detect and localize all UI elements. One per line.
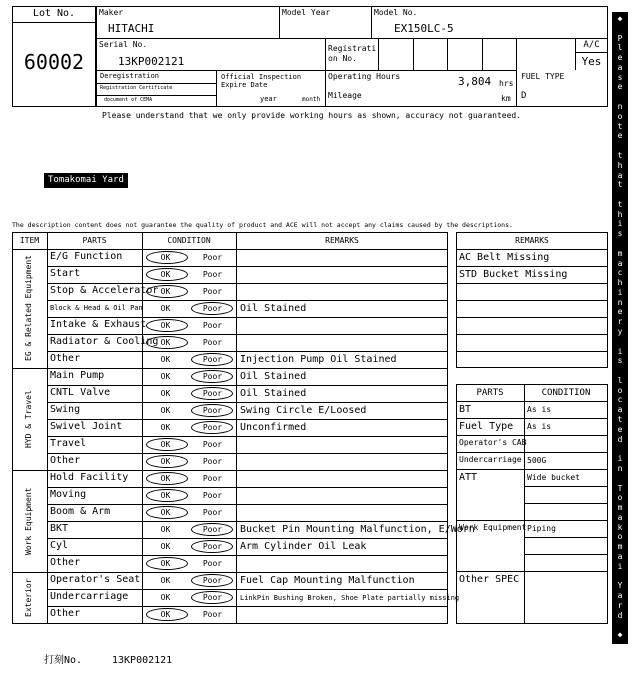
ok-option: OK: [160, 525, 171, 534]
month-label: month: [302, 96, 321, 103]
deregistration-label: Deregistration: [100, 72, 160, 80]
poor-option: Poor: [202, 406, 223, 415]
part-label: Intake & Exhaust: [50, 319, 147, 330]
selected-condition-oval: [191, 370, 233, 383]
ok-option: OK: [160, 338, 171, 347]
part-label: Radiator & Cooling: [50, 336, 159, 347]
poor-option: Poor: [202, 474, 223, 483]
right-condition-value: 500G: [527, 456, 547, 465]
right-part-divider: [524, 537, 608, 538]
sidebar-char: e: [617, 307, 623, 317]
sidebar-char: r: [617, 317, 623, 327]
ok-option: OK: [160, 542, 171, 551]
ok-option: OK: [160, 559, 171, 568]
hours-note: Please understand that we only provide working hours as shown, accuracy not guaranteed.: [102, 111, 522, 120]
part-label: CNTL Valve: [50, 387, 111, 398]
sidebar-char: P: [617, 33, 623, 43]
ok-option: OK: [160, 253, 171, 262]
sidebar-char: s: [617, 72, 623, 82]
registration-certificate-label: Registration Certificate: [100, 85, 173, 91]
part-label: Main Pump: [50, 370, 105, 381]
sidebar-char: c: [617, 395, 623, 405]
sidebar-char: e: [617, 131, 623, 141]
ok-option: OK: [160, 593, 171, 602]
sidebar-char: e: [617, 53, 623, 63]
ok-option: OK: [160, 287, 171, 296]
sidebar-char: a: [617, 170, 623, 180]
ok-option: OK: [160, 576, 171, 585]
row-divider: [47, 283, 448, 284]
sidebar-char: i: [617, 219, 623, 229]
selected-condition-oval: [191, 540, 233, 553]
poor-option: Poor: [202, 321, 223, 330]
row-divider: [12, 470, 448, 471]
right-remark-line: AC Belt Missing: [459, 252, 550, 263]
sidebar-char: o: [617, 532, 623, 542]
row-divider: [47, 504, 448, 505]
right-remark-divider: [456, 351, 608, 352]
remark-text: Oil Stained: [240, 371, 307, 382]
poor-option: Poor: [202, 440, 223, 449]
right-remark-divider: [456, 283, 608, 284]
part-label: Cyl: [50, 540, 69, 551]
maker-value: HITACHI: [108, 22, 155, 35]
part-label: Other: [50, 557, 81, 568]
ac-value: Yes: [581, 55, 602, 68]
selected-condition-oval: [146, 251, 188, 264]
sidebar-char: n: [617, 297, 623, 307]
sidebar-char: c: [617, 268, 623, 278]
sidebar-char: a: [617, 62, 623, 72]
remark-text: Fuel Cap Mounting Malfunction: [240, 575, 415, 586]
remark-text: Oil Stained: [240, 303, 307, 314]
parts-header: PARTS: [82, 236, 107, 245]
poor-option: Poor: [202, 270, 223, 279]
ok-option: OK: [160, 406, 171, 415]
poor-option: Poor: [202, 287, 223, 296]
sidebar-char: n: [617, 102, 623, 112]
part-label: Boom & Arm: [50, 506, 111, 517]
sidebar-char: l: [617, 375, 623, 385]
remark-text: Oil Stained: [240, 388, 307, 399]
selected-condition-oval: [146, 319, 188, 332]
selected-condition-oval: [146, 268, 188, 281]
row-divider: [47, 419, 448, 420]
sidebar-char: h: [617, 278, 623, 288]
selected-condition-oval: [146, 438, 188, 451]
selected-condition-oval: [146, 285, 188, 298]
poor-option: Poor: [202, 576, 223, 585]
sidebar-char: o: [617, 385, 623, 395]
row-divider: [47, 334, 448, 335]
model-no-value: EX150LC-5: [394, 22, 454, 35]
right-parts-header: PARTS: [476, 388, 504, 398]
right-part-label: ATT: [459, 472, 478, 483]
ok-option: OK: [160, 508, 171, 517]
sidebar-char: i: [617, 561, 623, 571]
part-label: Hold Facility: [50, 472, 129, 483]
location-sidebar: [612, 12, 628, 644]
row-divider: [47, 521, 448, 522]
part-label: BKT: [50, 523, 69, 534]
poor-option: Poor: [202, 593, 223, 602]
right-remark-line: STD Bucket Missing: [459, 269, 568, 280]
right-condition-value: As is: [527, 405, 552, 414]
part-label: Block & Head & Oil Pan: [50, 304, 143, 312]
sidebar-char: t: [617, 150, 623, 160]
ok-option: OK: [160, 372, 171, 381]
poor-option: Poor: [202, 525, 223, 534]
selected-condition-oval: [146, 472, 188, 485]
selected-condition-oval: [191, 421, 233, 434]
poor-option: Poor: [202, 372, 223, 381]
part-label: Other: [50, 353, 81, 364]
part-label: Swivel Joint: [50, 421, 123, 432]
row-divider: [47, 589, 448, 590]
right-condition-header: CONDITION: [541, 388, 591, 398]
ok-option: OK: [160, 440, 171, 449]
sidebar-char: T: [617, 483, 623, 493]
row-divider: [47, 317, 448, 318]
selected-condition-oval: [191, 302, 233, 315]
right-part-divider: [524, 486, 608, 487]
sidebar-char: s: [617, 356, 623, 366]
ok-option: OK: [160, 355, 171, 364]
right-remark-divider: [456, 317, 608, 318]
selected-condition-oval: [191, 353, 233, 366]
part-label: Operator's Seat: [50, 574, 141, 585]
right-remark-divider: [456, 300, 608, 301]
right-part-divider: [524, 554, 608, 555]
right-part-divider: [456, 520, 608, 521]
stamp-no: 13KP002121: [112, 655, 173, 666]
sidebar-char: t: [617, 199, 623, 209]
sidebar-char: y: [617, 327, 623, 336]
right-condition-value: Piping: [527, 524, 556, 533]
row-divider: [47, 385, 448, 386]
item-header: ITEM: [19, 236, 40, 245]
ok-option: OK: [160, 270, 171, 279]
sidebar-char: a: [617, 591, 623, 601]
group-label: EG & Related Equipment: [24, 255, 33, 362]
poor-option: Poor: [202, 423, 223, 432]
remark-text: Injection Pump Oil Stained: [240, 354, 397, 365]
row-divider: [47, 351, 448, 352]
lot-no-label: Lot No.: [32, 8, 76, 19]
right-part-divider: [456, 418, 608, 419]
poor-option: Poor: [202, 389, 223, 398]
poor-option: Poor: [202, 253, 223, 262]
ok-option: OK: [160, 423, 171, 432]
part-label: Moving: [50, 489, 87, 500]
poor-option: Poor: [202, 559, 223, 568]
serial-no-label: Serial No.: [99, 40, 148, 49]
remark-text: Arm Cylinder Oil Leak: [240, 541, 367, 552]
remark-text: LinkPin Bushing Broken, Shoe Plate partially missing: [240, 594, 460, 602]
part-label: Other: [50, 455, 81, 466]
sidebar-char: h: [617, 209, 623, 219]
selected-condition-oval: [191, 404, 233, 417]
sidebar-char: m: [617, 503, 623, 513]
sidebar-char: a: [617, 512, 623, 522]
row-divider: [47, 538, 448, 539]
sidebar-char: ◆: [617, 630, 623, 640]
ok-option: OK: [160, 321, 171, 330]
fuel-type-label: FUEL TYPE: [521, 72, 565, 81]
poor-option: Poor: [202, 508, 223, 517]
poor-option: Poor: [202, 338, 223, 347]
ok-option: OK: [160, 491, 171, 500]
selected-condition-oval: [191, 523, 233, 536]
right-part-label: Operator's CAB: [459, 438, 527, 447]
right-part-divider: [456, 452, 608, 453]
year-label: year: [260, 95, 277, 103]
sidebar-char: m: [617, 248, 623, 258]
selected-condition-oval: [191, 591, 233, 604]
ac-label: A/C: [583, 40, 600, 50]
sidebar-char: a: [617, 258, 623, 268]
mileage-label: Mileage: [328, 91, 362, 100]
row-divider: [47, 487, 448, 488]
lot-no: 60002: [23, 50, 85, 74]
sidebar-char: e: [617, 82, 623, 92]
row-divider: [47, 402, 448, 403]
row-divider: [47, 555, 448, 556]
remarks-header: REMARKS: [325, 236, 359, 245]
selected-condition-oval: [146, 557, 188, 570]
row-divider: [47, 300, 448, 301]
poor-option: Poor: [202, 355, 223, 364]
operating-hours-label: Operating Hours: [328, 72, 401, 81]
right-condition-value: Wide bucket: [527, 473, 580, 482]
sidebar-char: i: [617, 454, 623, 464]
right-part-label: Other SPEC: [459, 574, 520, 585]
row-divider: [12, 368, 448, 369]
selected-condition-oval: [191, 574, 233, 587]
sidebar-char: o: [617, 493, 623, 503]
sidebar-char: m: [617, 542, 623, 552]
sidebar-char: r: [617, 600, 623, 610]
hrs-label: hrs: [499, 79, 514, 88]
registration-no-label: Registrati on No.: [328, 44, 377, 63]
yard-label: Tomakomai Yard: [44, 173, 128, 188]
sidebar-char: h: [617, 160, 623, 170]
row-divider: [47, 453, 448, 454]
part-label: Swing: [50, 404, 81, 415]
model-no-label: Model No.: [374, 8, 418, 17]
poor-option: Poor: [202, 542, 223, 551]
sidebar-char: d: [617, 434, 623, 444]
sidebar-char: e: [617, 424, 623, 434]
condition-header: CONDITION: [167, 236, 211, 245]
sidebar-char: i: [617, 287, 623, 297]
sidebar-char: Y: [617, 581, 623, 591]
group-label: Exterior: [24, 578, 33, 617]
right-part-label: Undercarriage: [459, 455, 522, 464]
right-remarks-header: REMARKS: [515, 236, 549, 245]
sidebar-char: i: [617, 346, 623, 356]
poor-option: Poor: [202, 457, 223, 466]
selected-condition-oval: [146, 489, 188, 502]
right-parts-frame: [456, 384, 608, 624]
sidebar-char: a: [617, 551, 623, 561]
part-label: Start: [50, 268, 81, 279]
serial-no-value: 13KP002121: [118, 55, 185, 68]
sidebar-char: n: [617, 463, 623, 473]
selected-condition-oval: [191, 387, 233, 400]
poor-option: Poor: [202, 491, 223, 500]
sidebar-char: a: [617, 405, 623, 415]
ok-option: OK: [160, 389, 171, 398]
ok-option: OK: [160, 457, 171, 466]
sidebar-char: d: [617, 610, 623, 620]
row-divider: [12, 572, 448, 573]
selected-condition-oval: [146, 455, 188, 468]
ok-option: OK: [160, 610, 171, 619]
right-part-divider: [524, 503, 608, 504]
right-part-label: Fuel Type: [459, 421, 514, 432]
right-part-divider: [456, 469, 608, 470]
right-part-label: Work Equipment: [459, 523, 527, 532]
operating-hours-value: 3,804: [458, 75, 492, 88]
model-year-label: Model Year: [282, 8, 331, 17]
fuel-type-value: D: [521, 91, 527, 101]
right-part-divider: [456, 435, 608, 436]
poor-option: Poor: [202, 610, 223, 619]
row-divider: [47, 266, 448, 267]
group-label: Work Equipment: [24, 487, 33, 555]
sidebar-char: s: [617, 229, 623, 239]
sidebar-char: l: [617, 43, 623, 53]
row-divider: [47, 436, 448, 437]
ok-option: OK: [160, 304, 171, 313]
maker-label: Maker: [99, 8, 124, 17]
official-inspection-label: Official Inspection Expire Date: [221, 73, 302, 90]
sidebar-char: k: [617, 522, 623, 532]
stamp-label: 打刻No.: [44, 655, 83, 666]
part-label: Undercarriage: [50, 591, 129, 602]
part-label: Stop & Accelerator: [50, 285, 159, 296]
selected-condition-oval: [146, 608, 188, 621]
part-label: E/G Function: [50, 251, 123, 262]
right-remark-divider: [456, 266, 608, 267]
right-remark-divider: [456, 334, 608, 335]
right-part-label: BT: [459, 404, 472, 415]
sidebar-char: o: [617, 111, 623, 121]
remark-text: Swing Circle E/Loosed: [240, 405, 367, 416]
right-condition-value: As is: [527, 422, 552, 431]
sidebar-char: ◆: [617, 14, 623, 23]
selected-condition-oval: [146, 336, 188, 349]
right-part-divider: [456, 571, 608, 572]
remark-text: Unconfirmed: [240, 422, 307, 433]
sidebar-char: t: [617, 121, 623, 131]
part-label: Travel: [50, 438, 87, 449]
ok-option: OK: [160, 474, 171, 483]
poor-option: Poor: [202, 304, 223, 313]
km-label: km: [501, 94, 511, 103]
sidebar-char: t: [617, 415, 623, 425]
sidebar-char: t: [617, 180, 623, 190]
cema-label: document of CEMA: [104, 97, 153, 103]
part-label: Other: [50, 608, 81, 619]
group-label: HYD & Travel: [24, 390, 33, 448]
disclaimer: The description content does not guarantee the quality of product and ACE will not accept any claims caused by the descriptions.: [12, 221, 513, 229]
row-divider: [47, 606, 448, 607]
remark-text: Bucket Pin Mounting Malfunction, E/Worn: [240, 524, 475, 535]
selected-condition-oval: [146, 506, 188, 519]
